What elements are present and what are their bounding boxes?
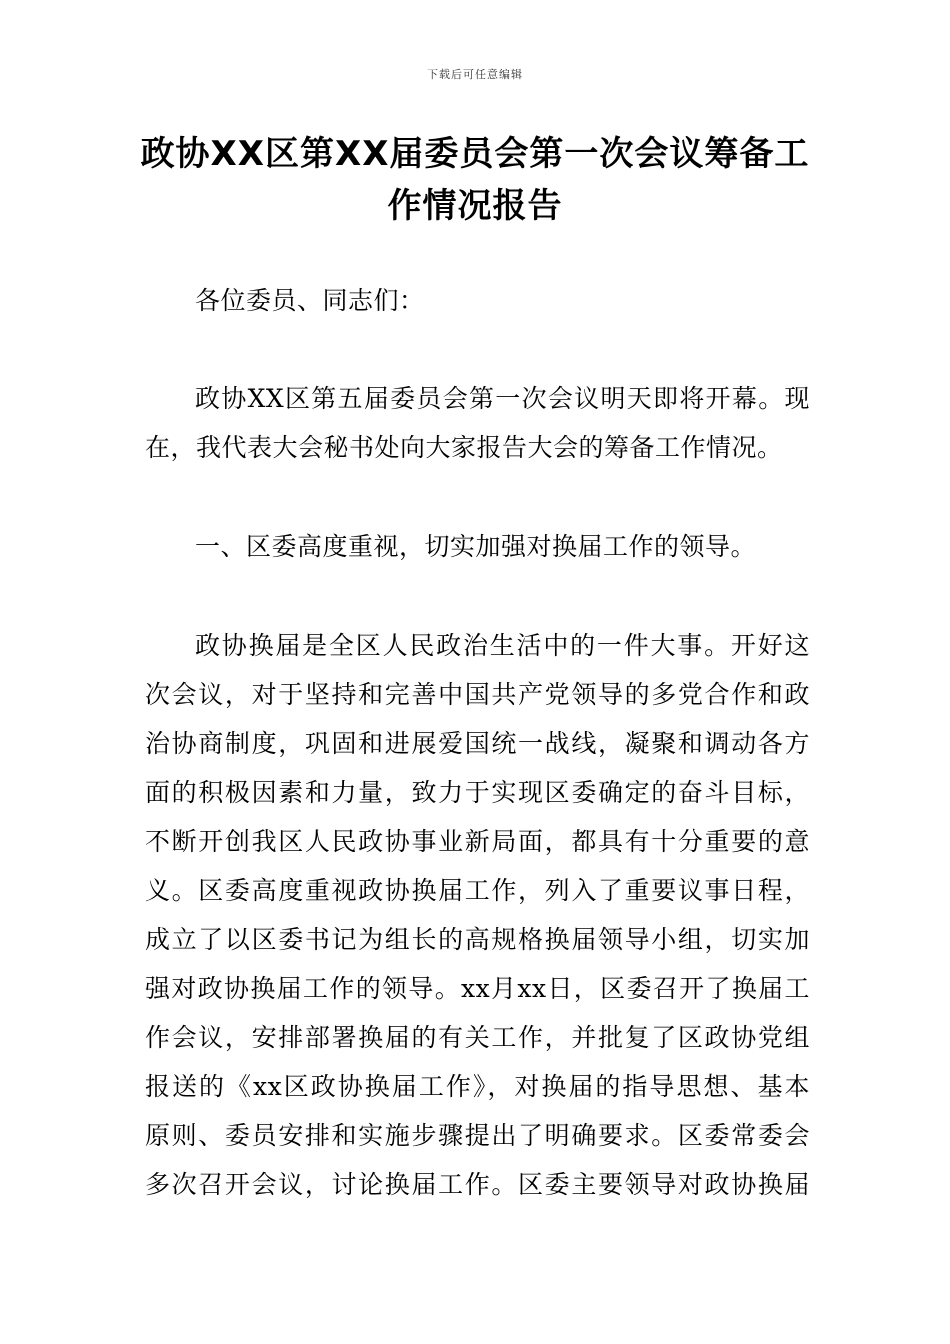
paragraph-line: 作会议，安排部署换届的有关工作，并批复了区政协党组 [145,1023,810,1052]
paragraph-line: 强对政协换届工作的领导。xx月xx日，区委召开了换届工 [145,974,810,1003]
paragraph-line: 政协XX区第五届委员会第一次会议明天即将开幕。现 [195,384,810,413]
paragraph-line: 治协商制度，巩固和进展爱国统一战线，凝聚和调动各方 [145,729,810,758]
paragraph-line: 报送的《xx区政协换届工作》，对换届的指导思想、基本 [145,1072,810,1101]
paragraph-body [145,621,810,1209]
section-heading-1 [145,522,810,571]
salutation-text: 各位委员、同志们： [195,286,425,315]
header-note: 下载后可任意编辑 [427,68,523,81]
document-title [140,128,810,232]
salutation [145,276,810,325]
paragraph-line: 多次召开会议，讨论换届工作。区委主要领导对政协换届 [145,1170,810,1199]
paragraph-line: 面的积极因素和力量，致力于实现区委确定的奋斗目标， [145,778,810,807]
paragraph-line: 原则、委员安排和实施步骤提出了明确要求。区委常委会 [145,1121,810,1150]
paragraph-line: 成立了以区委书记为组长的高规格换届领导小组，切实加 [145,925,810,954]
paragraph-line: 义。区委高度重视政协换届工作，列入了重要议事日程， [145,876,810,905]
paragraph-line: 不断开创我区人民政协事业新局面，都具有十分重要的意 [145,827,810,856]
paragraph-line: 在，我代表大会秘书处向大家报告大会的筹备工作情况。 [145,433,783,462]
paragraph-line: 次会议，对于坚持和完善中国共产党领导的多党合作和政 [145,680,810,709]
title-line-2: 作情况报告 [387,186,563,226]
title-line-1: 政协XX区第XX届委员会第一次会议筹备工 [140,134,810,174]
paragraph-intro [145,374,810,472]
paragraph-line: 政协换届是全区人民政治生活中的一件大事。开好这 [195,631,810,660]
section-heading-text: 一、区委高度重视，切实加强对换届工作的领导。 [195,532,757,561]
